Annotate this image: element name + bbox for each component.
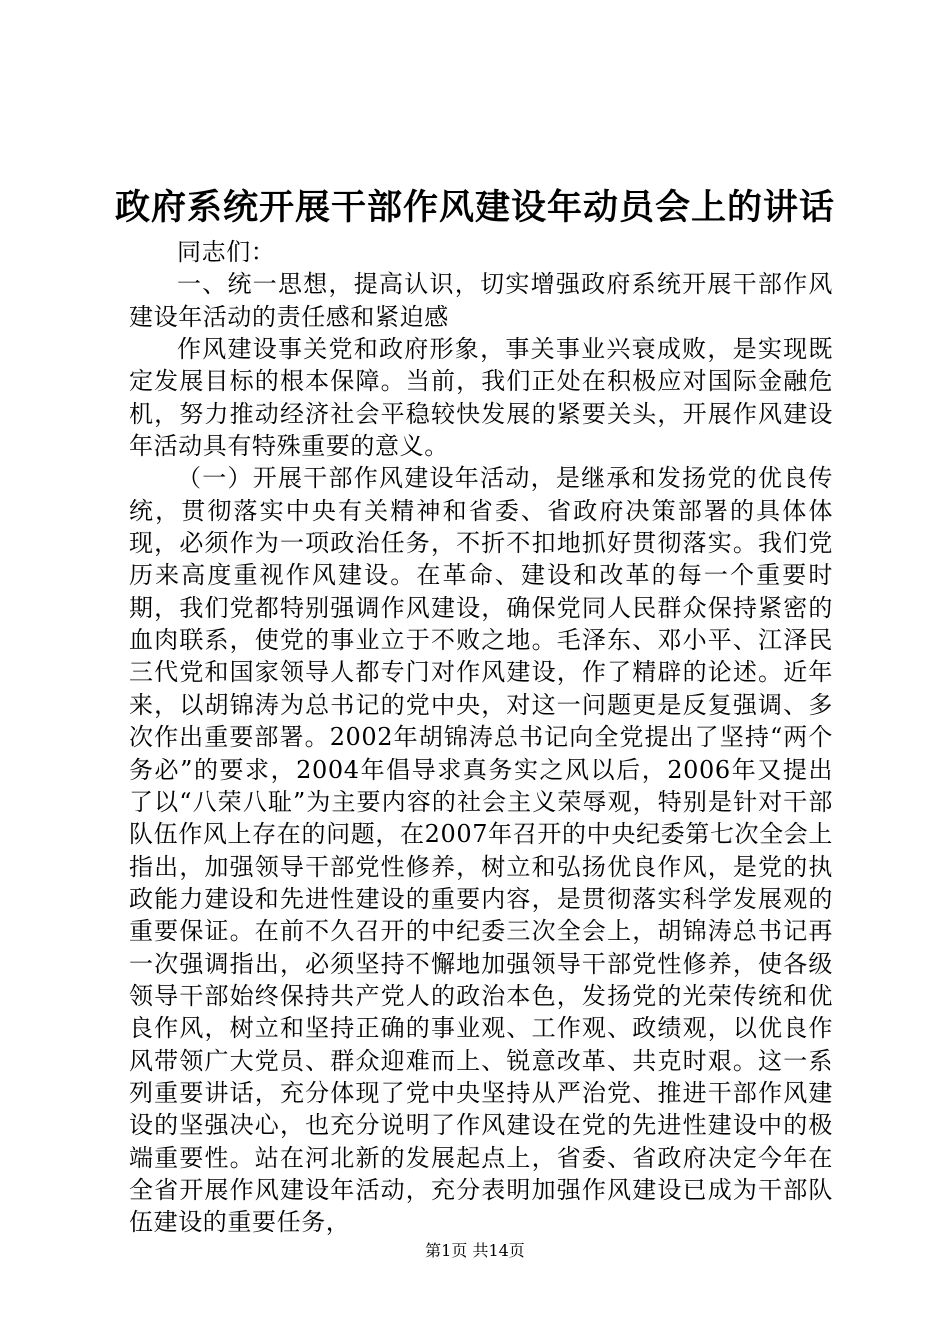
document-body	[129, 236, 833, 1239]
salutation-paragraph: 同志们：	[177, 238, 276, 266]
body-paragraph: （一）开展干部作风建设年活动，是继承和发扬党的优良传统，贯彻落实中央有关精神和省委、省政府决策部署的具体体现，必须作为一项政治任务，不折不扣地抓好贯彻落实。我们党历来高度重视作风建设。在革命、建设和改革的每一个重要时期，我们党都特别强调作风建设，确保党同人民群众保持紧密的血肉联系，使党的事业立于不败之地。毛泽东、邓小平、江泽民三代党和国家领导人都专门对作风建设，作了精辟的论述。近年来，以胡锦涛为总书记的党中央，对这一问题更是反复强调、多次作出重要部署。2002年胡锦涛总书记向全党提出了坚持“两个务必”的要求，2004年倡导求真务实之风以后，2006年又提出了以“八荣八耻”为主要内容的社会主义荣辱观，特别是针对干部队伍作风上存在的问题，在2007年召开的中央纪委第七次全会上指出，加强领导干部党性修养，树立和弘扬优良作风，是党的执政能力建设和先进性建设的重要内容，是贯彻落实科学发展观的重要保证。在前不久召开的中纪委三次全会上，胡锦涛总书记再一次强调指出，必须坚持不懈地加强领导干部党性修养，使各级领导干部始终保持共产党人的政治本色，发扬党的光荣传统和优良作风，树立和坚持正确的事业观、工作观、政绩观，以优良作风带领广大党员、群众迎难而上、锐意改革、共克时艰。这一系列重要讲话，充分体现了党中央坚持从严治党、推进干部作风建设的坚强决心，也充分说明了作风建设在党的先进性建设中的极端重要性。站在河北新的发展起点上，省委、省政府决定今年在全省开展作风建设年活动，充分表明加强作风建设已成为干部队伍建设的重要任务，	[129, 464, 833, 1237]
page-number-footer: 第1页 共14页	[425, 1241, 525, 1260]
section-heading-paragraph: 一、统一思想，提高认识，切实增强政府系统开展干部作风建设年活动的责任感和紧迫感	[129, 270, 833, 331]
body-paragraph: 作风建设事关党和政府形象，事关事业兴衰成败，是实现既定发展目标的根本保障。当前，我们正处在积极应对国际金融危机，努力推动经济社会平稳较快发展的紧要关头，开展作风建设年活动具有特殊重要的意义。	[129, 335, 833, 461]
document-title: 政府系统开展干部作风建设年动员会上的讲话	[114, 188, 835, 228]
